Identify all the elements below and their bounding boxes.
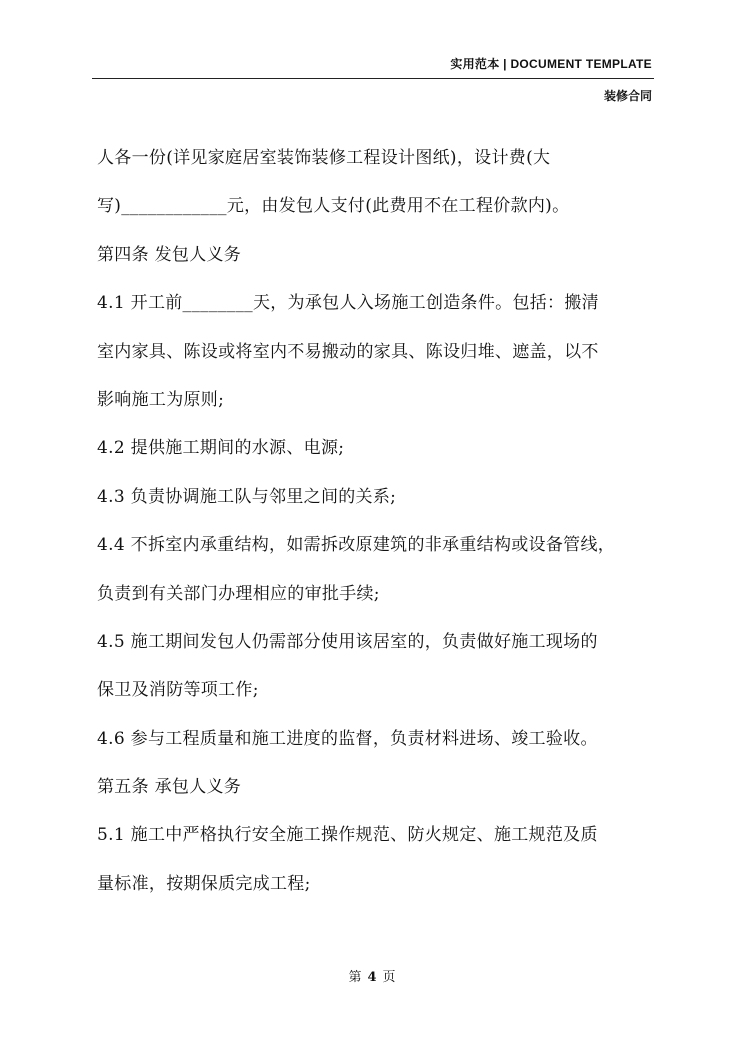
page-prefix: 第	[348, 970, 362, 985]
text-line: 负责到有关部门办理相应的审批手续;	[97, 583, 380, 604]
section-heading: 第四条 发包人义务	[97, 244, 242, 265]
text-line: 量标准，按期保质完成工程;	[97, 873, 311, 894]
page-number: 4	[367, 970, 377, 985]
header-brand: 实用范本 | DOCUMENT TEMPLATE	[450, 57, 652, 71]
text-line: 4.2 提供施工期间的水源、电源;	[97, 438, 345, 459]
text-line: 4.4 不拆室内承重结构，如需拆改原建筑的非承重结构或设备管线，	[97, 535, 616, 556]
section-heading: 第五条 承包人义务	[97, 777, 242, 798]
text-line: 4.3 负责协调施工队与邻里之间的关系;	[97, 486, 397, 507]
text-line: 4.6 参与工程质量和施工进度的监督，负责材料进场、竣工验收。	[97, 728, 598, 749]
text-line: 4.1 开工前________天，为承包人入场施工创造条件。包括：搬清	[97, 293, 599, 314]
text-line: 写)____________元，由发包人支付(此费用不在工程价款内)。	[97, 196, 570, 217]
document-body	[97, 138, 662, 912]
page-suffix: 页	[382, 970, 396, 985]
text-line: 5.1 施工中严格执行安全施工操作规范、防火规定、施工规范及质	[97, 825, 598, 846]
header-subtitle: 装修合同	[603, 89, 652, 103]
text-line: 影响施工为原则;	[97, 389, 225, 410]
text-line: 人各一份(详见家庭居室装饰装修工程设计图纸)，设计费(大	[97, 148, 551, 168]
text-line: 保卫及消防等项工作;	[97, 680, 259, 701]
page-footer	[0, 966, 744, 985]
text-line: 室内家具、陈设或将室内不易搬动的家具、陈设归堆、遮盖，以不	[97, 341, 599, 362]
text-line: 4.5 施工期间发包人仍需部分使用该居室的，负责做好施工现场的	[97, 631, 598, 652]
header-divider	[92, 78, 654, 79]
